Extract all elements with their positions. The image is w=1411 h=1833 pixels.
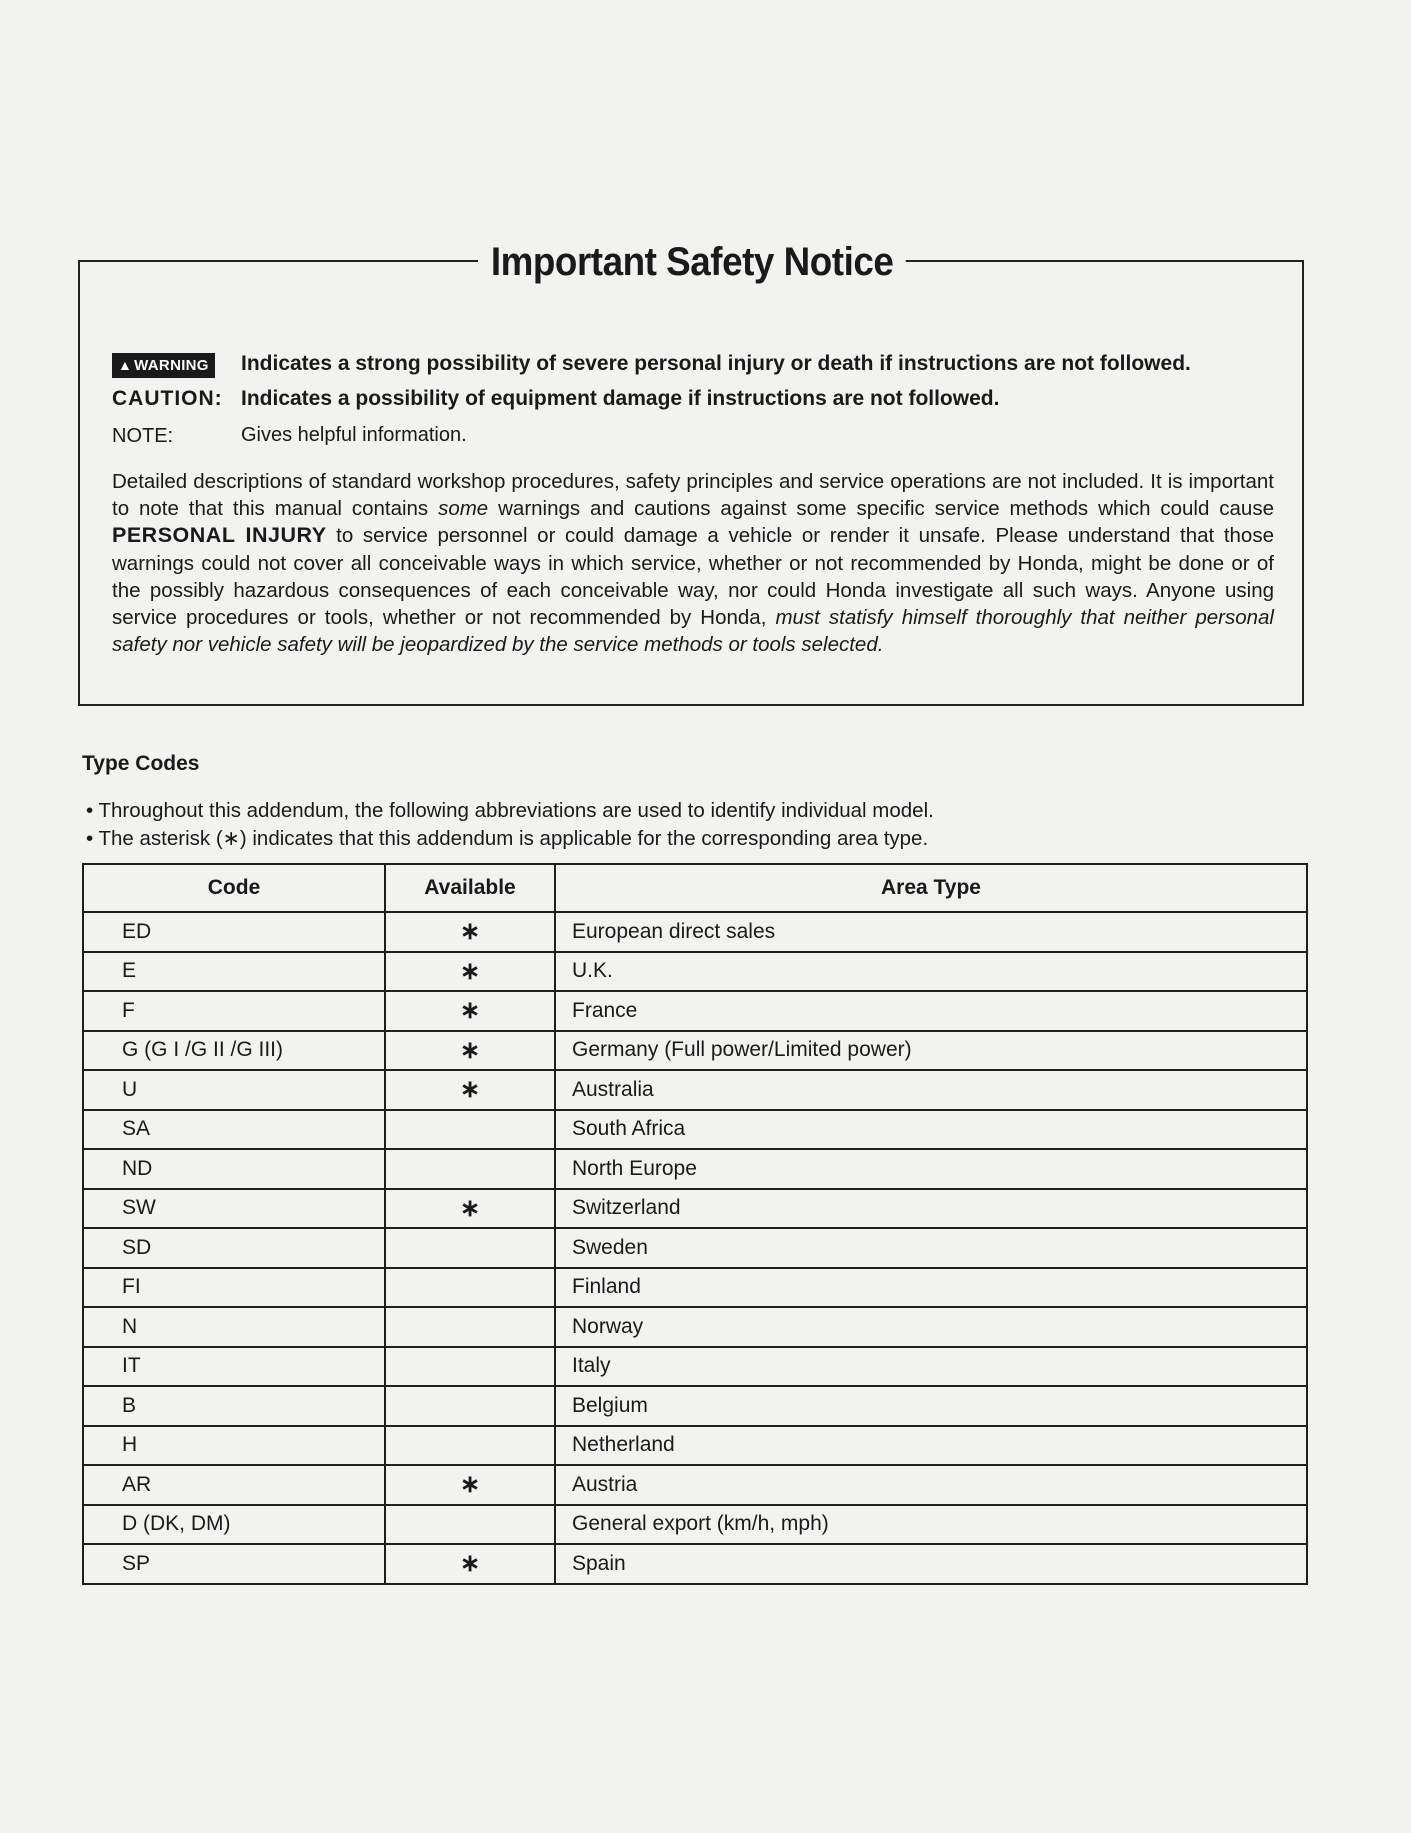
- table-row: [83, 991, 1307, 1031]
- available-cell: [385, 1426, 555, 1466]
- code-cell: ND: [83, 1149, 385, 1189]
- available-cell: ∗: [385, 1189, 555, 1229]
- area-cell: Austria: [555, 1465, 1307, 1505]
- type-codes-bullet-2: • The asterisk (∗) indicates that this addendum is applicable for the corresponding area type.: [86, 827, 929, 850]
- table-body: [83, 912, 1307, 1584]
- table-row: [83, 1347, 1307, 1387]
- area-cell: General export (km/h, mph): [555, 1505, 1307, 1545]
- table-row: [83, 1307, 1307, 1347]
- warning-legend: [112, 352, 1191, 378]
- available-cell: ∗: [385, 1465, 555, 1505]
- type-codes-bullet-1: • Throughout this addendum, the following abbreviations are used to identify individual model.: [86, 799, 934, 822]
- column-header-available: Available: [385, 864, 555, 912]
- note-description: Gives helpful information.: [241, 424, 467, 446]
- caution-description: Indicates a possibility of equipment damage if instructions are not followed.: [241, 387, 1000, 410]
- code-cell: D (DK, DM): [83, 1505, 385, 1545]
- code-cell: H: [83, 1426, 385, 1466]
- table-header-row: [83, 864, 1307, 912]
- note-label: NOTE:: [112, 425, 174, 447]
- area-cell: Switzerland: [555, 1189, 1307, 1229]
- available-cell: [385, 1386, 555, 1426]
- code-cell: SA: [83, 1110, 385, 1150]
- code-cell: U: [83, 1070, 385, 1110]
- column-header-code: Code: [83, 864, 385, 912]
- code-cell: IT: [83, 1347, 385, 1387]
- table-row: [83, 1465, 1307, 1505]
- area-cell: Australia: [555, 1070, 1307, 1110]
- code-cell: B: [83, 1386, 385, 1426]
- available-cell: [385, 1505, 555, 1545]
- code-cell: F: [83, 991, 385, 1031]
- warning-badge: ▲ WARNING: [112, 353, 215, 378]
- code-cell: SW: [83, 1189, 385, 1229]
- table-row: [83, 1149, 1307, 1189]
- code-cell: G (G I /G II /G III): [83, 1031, 385, 1071]
- table-row: [83, 1268, 1307, 1308]
- available-cell: ∗: [385, 1544, 555, 1584]
- type-codes-table: [82, 863, 1308, 1585]
- table-row: [83, 1386, 1307, 1426]
- area-cell: Spain: [555, 1544, 1307, 1584]
- area-cell: Norway: [555, 1307, 1307, 1347]
- table-row: [83, 1544, 1307, 1584]
- area-cell: South Africa: [555, 1110, 1307, 1150]
- available-cell: ∗: [385, 952, 555, 992]
- type-codes-heading: Type Codes: [82, 752, 200, 775]
- table-row: [83, 1110, 1307, 1150]
- available-cell: ∗: [385, 912, 555, 952]
- table-row: [83, 1426, 1307, 1466]
- available-cell: [385, 1268, 555, 1308]
- table-row: [83, 1070, 1307, 1110]
- available-cell: [385, 1149, 555, 1189]
- code-cell: SP: [83, 1544, 385, 1584]
- available-cell: [385, 1347, 555, 1387]
- warning-triangle-icon: ▲: [118, 357, 133, 373]
- table-row: [83, 1189, 1307, 1229]
- area-cell: Italy: [555, 1347, 1307, 1387]
- available-cell: [385, 1307, 555, 1347]
- table-row: [83, 952, 1307, 992]
- area-cell: Netherland: [555, 1426, 1307, 1466]
- available-cell: [385, 1110, 555, 1150]
- code-cell: E: [83, 952, 385, 992]
- available-cell: [385, 1228, 555, 1268]
- table-row: [83, 1228, 1307, 1268]
- notice-title: Important Safety Notice: [478, 240, 906, 285]
- code-cell: ED: [83, 912, 385, 952]
- note-legend: [112, 424, 467, 448]
- code-cell: FI: [83, 1268, 385, 1308]
- area-cell: Finland: [555, 1268, 1307, 1308]
- warning-description: Indicates a strong possibility of severe personal injury or death if instructions are not followed.: [241, 352, 1191, 375]
- available-cell: ∗: [385, 1070, 555, 1110]
- available-cell: ∗: [385, 1031, 555, 1071]
- notice-paragraph: Detailed descriptions of standard workshop procedures, safety principles and service operations are not included. It is important to note that this manual contains some warnings and cautions against some specific service methods which could cause PERSONAL INJURY to service personnel or could damage a vehicle or render it unsafe. Please understand that those warnings could not cover all conceivable ways in which service, whether or not recommended by Honda, might be done or of the possibly hazardous consequences of each conceivable way, nor could Honda investigate all such ways. Anyone using service procedures or tools, whether or not recommended by Honda, must statisfy himself thoroughly that neither personal safety nor vehicle safety will be jeopardized by the service methods or tools selected.: [112, 470, 1274, 657]
- area-cell: European direct sales: [555, 912, 1307, 952]
- caution-legend: [112, 387, 1000, 411]
- code-cell: AR: [83, 1465, 385, 1505]
- area-cell: Germany (Full power/Limited power): [555, 1031, 1307, 1071]
- area-cell: U.K.: [555, 952, 1307, 992]
- code-cell: SD: [83, 1228, 385, 1268]
- area-cell: North Europe: [555, 1149, 1307, 1189]
- column-header-area-type: Area Type: [555, 864, 1307, 912]
- area-cell: Belgium: [555, 1386, 1307, 1426]
- area-cell: France: [555, 991, 1307, 1031]
- available-cell: ∗: [385, 991, 555, 1031]
- area-cell: Sweden: [555, 1228, 1307, 1268]
- table-row: [83, 912, 1307, 952]
- caution-label: CAUTION:: [112, 387, 223, 410]
- code-cell: N: [83, 1307, 385, 1347]
- table-row: [83, 1031, 1307, 1071]
- table-row: [83, 1505, 1307, 1545]
